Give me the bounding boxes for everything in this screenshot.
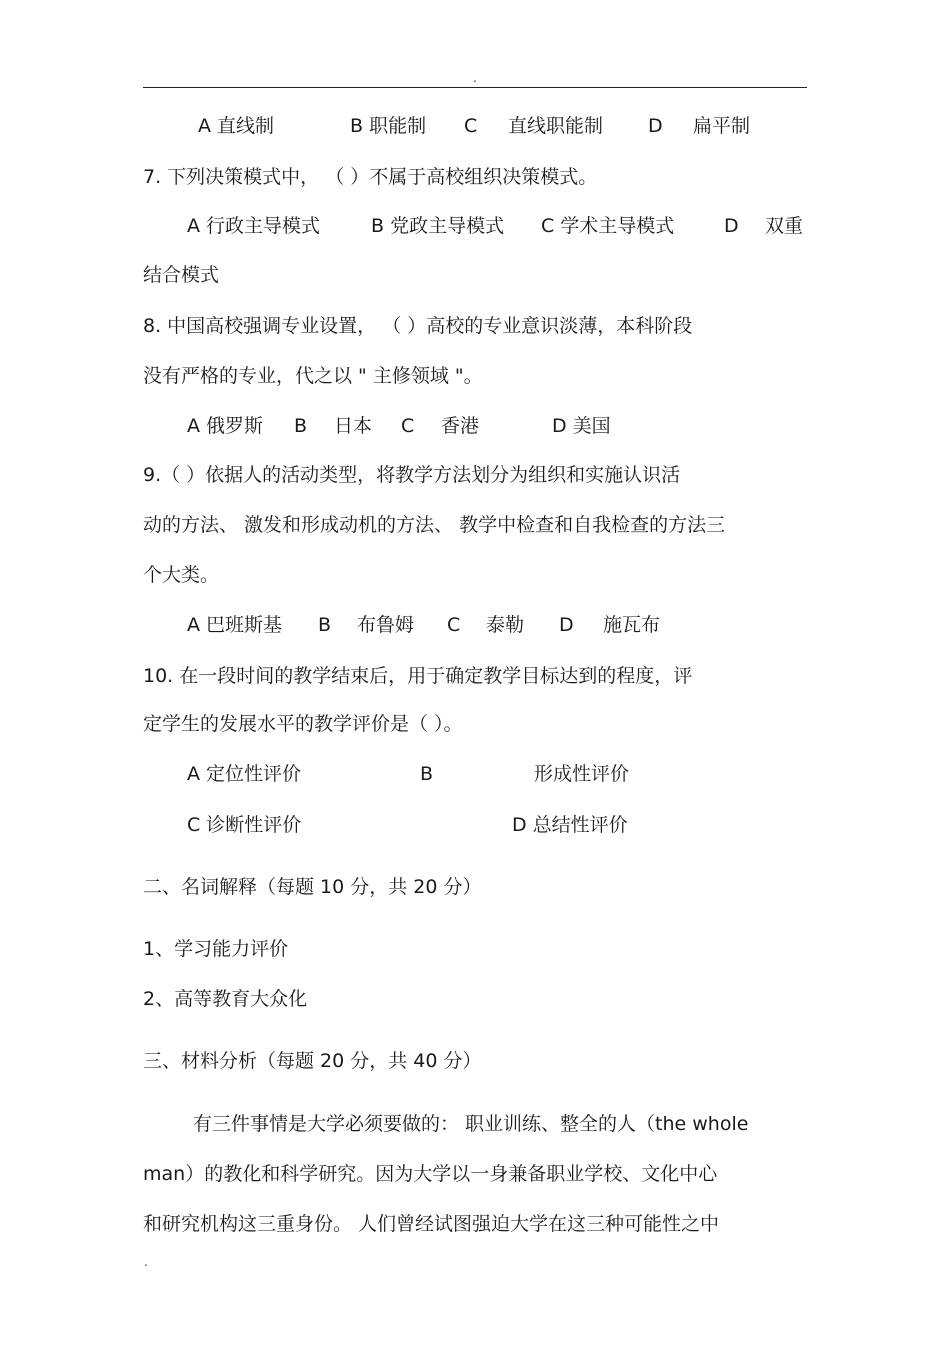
q8-option-a: A 俄罗斯 xyxy=(187,415,264,437)
q7-option-a: A 行政主导模式 xyxy=(187,215,321,237)
q7-stem: 7. 下列决策模式中， （ ）不属于高校组织决策模式。 xyxy=(143,166,598,188)
q7-option-d-text: 双重 xyxy=(765,215,804,237)
q7-continuation: 结合模式 xyxy=(143,264,220,286)
q9-option-a: A 巴班斯基 xyxy=(187,614,283,636)
section2-item-1: 1、学习能力评价 xyxy=(143,938,289,960)
q9-stem-line2: 动的方法、 激发和形成动机的方法、 教学中检查和自我检查的方法三 xyxy=(143,514,726,536)
q6-option-c-letter: C xyxy=(464,115,478,137)
q10-stem-line1: 10. 在一段时间的教学结束后，用于确定教学目标达到的程度，评 xyxy=(143,665,693,687)
q9-option-d-text: 施瓦布 xyxy=(603,614,661,636)
q6-option-c-text: 直线职能制 xyxy=(508,115,604,137)
q8-option-d: D 美国 xyxy=(552,415,611,437)
section3-para-line1: 有三件事情是大学必须要做的： 职业训练、整全的人（the whole xyxy=(193,1113,749,1135)
q9-stem-line1: 9.（ ）依据人的活动类型，将教学方法划分为组织和实施认识活 xyxy=(143,464,681,486)
q9-option-d-letter: D xyxy=(559,614,574,636)
q7-option-b: B 党政主导模式 xyxy=(371,215,505,237)
header-mark: . xyxy=(473,71,477,85)
q9-stem-line3: 个大类。 xyxy=(143,564,220,586)
q6-option-d-letter: D xyxy=(648,115,663,137)
section3-title: 三、材料分析（每题 20 分，共 40 分） xyxy=(143,1050,482,1072)
q7-option-d-letter: D xyxy=(724,215,739,237)
q8-option-b-text: 日本 xyxy=(334,415,373,437)
q6-option-d-text: 扁平制 xyxy=(693,115,751,137)
q8-option-b-letter: B xyxy=(294,415,308,437)
q9-option-b-letter: B xyxy=(318,614,332,636)
section3-para-line2: man）的教化和科学研究。因为大学以一身兼备职业学校、文化中心 xyxy=(143,1163,718,1185)
footer-mark: . xyxy=(144,1255,148,1269)
q10-stem-line2: 定学生的发展水平的教学评价是（ ）。 xyxy=(143,713,463,735)
q8-stem-line2: 没有严格的专业，代之以 " 主修领域 "。 xyxy=(143,365,483,387)
q9-option-c-text: 泰勒 xyxy=(486,614,525,636)
q10-option-b-text: 形成性评价 xyxy=(534,763,630,785)
header-rule xyxy=(143,87,807,88)
q9-option-b-text: 布鲁姆 xyxy=(357,614,415,636)
q9-option-c-letter: C xyxy=(447,614,461,636)
q10-option-b-letter: B xyxy=(420,763,434,785)
q10-option-c: C 诊断性评价 xyxy=(187,814,302,836)
section2-item-2: 2、高等教育大众化 xyxy=(143,988,308,1010)
q6-option-b: B 职能制 xyxy=(350,115,427,137)
q8-option-c-letter: C xyxy=(401,415,415,437)
q10-option-d: D 总结性评价 xyxy=(512,814,628,836)
section2-title: 二、名词解释（每题 10 分，共 20 分） xyxy=(143,876,482,898)
q7-option-c: C 学术主导模式 xyxy=(541,215,675,237)
q10-option-a: A 定位性评价 xyxy=(187,763,302,785)
q8-option-c-text: 香港 xyxy=(441,415,480,437)
section3-para-line3: 和研究机构这三重身份。 人们曾经试图强迫大学在这三种可能性之中 xyxy=(143,1213,720,1235)
q8-stem-line1: 8. 中国高校强调专业设置， （ ）高校的专业意识淡薄，本科阶段 xyxy=(143,315,693,337)
q6-option-a: A 直线制 xyxy=(198,115,275,137)
